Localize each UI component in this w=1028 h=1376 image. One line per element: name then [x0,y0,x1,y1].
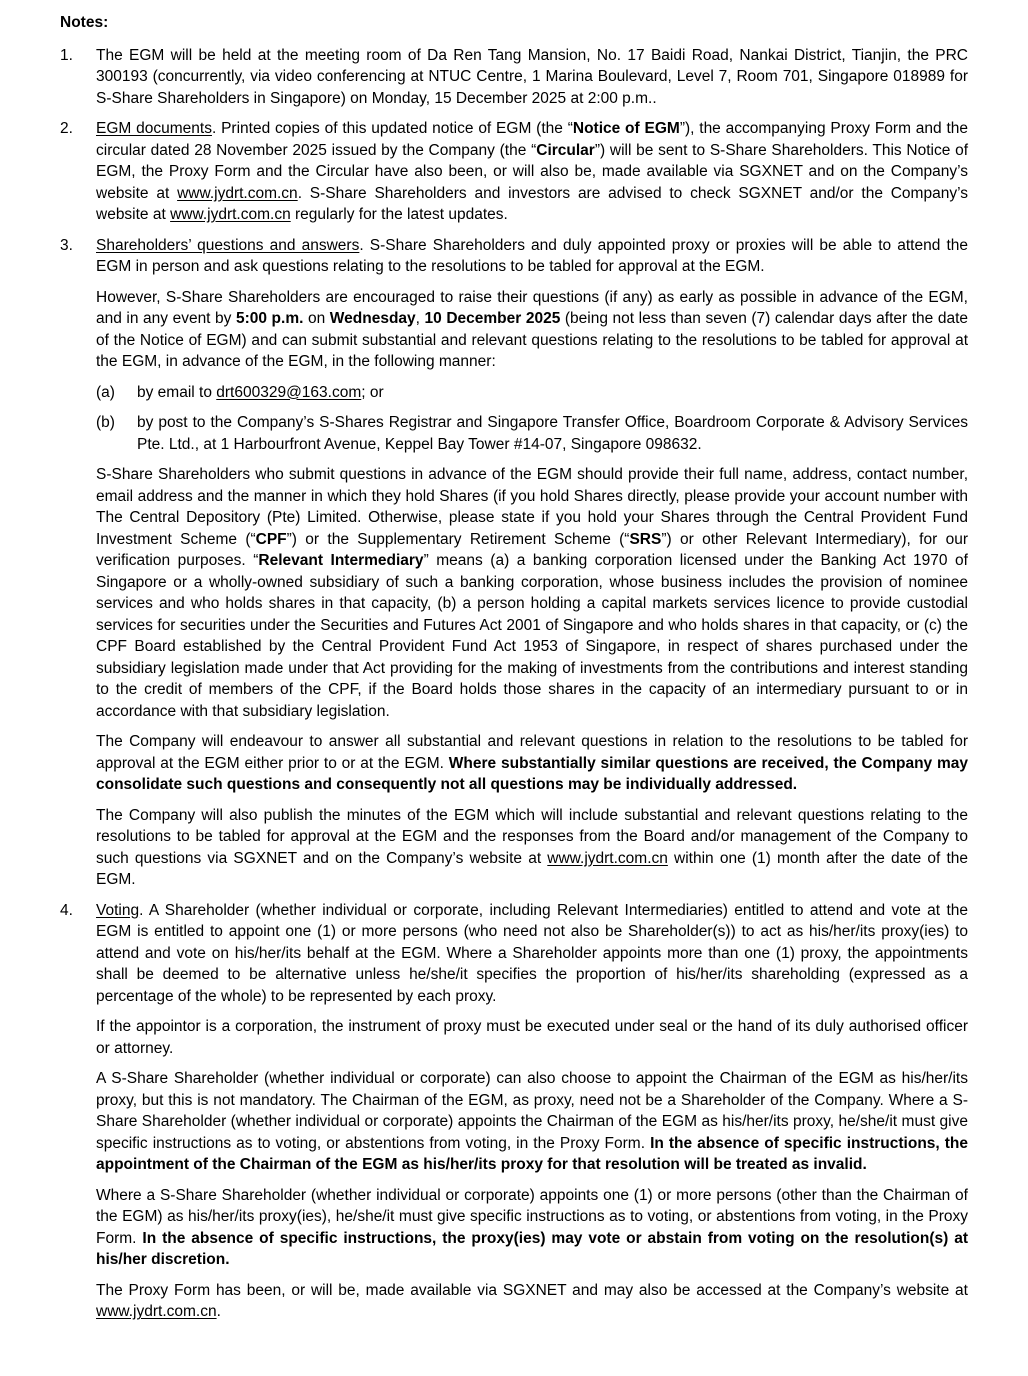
note-subitem [96,382,968,404]
text-segment: . S-Share Shareholders and duly appointed proxy or proxies will be able to attend the EGM in person and ask questions relating to the resolutions to be tabled for approval at the EGM. [96,236,968,275]
subitem-text [137,382,968,404]
note-paragraph [96,805,968,891]
text-segment: ”) or the Supplementary Retirement Scheme (“ [286,530,630,548]
text-segment: The Proxy Form has been, or will be, made available via SGXNET and may also be accessed at the Company’s website at [96,1281,968,1299]
text-segment: . Printed copies of this updated notice of EGM (the “ [211,120,573,137]
text-segment: The EGM will be held at the meeting room of Da Ren Tang Mansion, No. 17 Baidi Road, Nankai District, Tianjin, the PRC 300193 (concurrently, via video conferencing at NTUC Centre, 1 Marina Boulevard, Level 7, Room 701, Singapore 018989 for S-Share Shareholders in Singapore) on Monday, 15 December 2025 at 2:00 p.m.. [96,46,968,107]
text-segment: Shareholders’ questions and answers [96,236,360,254]
text-segment: . [216,1303,221,1320]
text-segment: S-Share Shareholders who submit questions in advance of the EGM should provide their full name, address, contact number, email address and the manner in which they hold Shares (if you hold Shares directly, please provide your account number with The Central Depository (Pte) Limited. Otherwise, please state if you hold your Shares through the Central Provident Fund Investment Scheme (“ [96,466,968,548]
note-paragraph [96,1280,968,1323]
note-paragraph [96,45,968,110]
note-paragraph [96,731,968,796]
text-segment: If the appointor is a corporation, the instrument of proxy must be executed under seal or the hand of its duly authorised officer or attorney. [96,1018,968,1057]
text-segment: , [415,310,425,327]
text-segment: regularly for the latest updates. [290,206,508,223]
text-segment: within one (1) month after the date of the EGM. [96,849,968,888]
note-number: 1. [60,46,73,64]
note-item [60,235,968,900]
note-subitem [96,412,968,455]
text-segment: . A Shareholder (whether individual or corporate, including Relevant Intermediaries) entitled to attend and vote at the EGM is entitled to appoint one (1) or more persons (who need not also be Shareholder(s)) to act as his/her/its proxy(ies) to attend and vote on his/her/its behalf at the EGM. Where a Shareholder appoints more than one (1) proxy, the appointments shall be deemed to be alternative unless he/she/it specifies the proportion of his/her/its shareholding (expressed as a percentage of the whole) to be represented by each proxy. [96,901,968,1005]
url-link[interactable]: www.jydrt.com.cn [547,849,668,867]
subitem-text [137,412,968,455]
text-segment: ”), the accompanying Proxy Form and the circular dated 28 November 2025 issued by the Company (the “ [96,120,969,159]
text-segment: Relevant Intermediary [258,552,424,569]
url-link[interactable]: www.jydrt.com.cn [170,206,291,223]
text-segment: SRS [629,530,662,548]
text-segment: ”) or other Relevant Intermediary), for our verification purposes. “ [96,530,968,569]
note-body [96,118,968,235]
text-segment: by email to [137,383,217,401]
url-link[interactable]: www.jydrt.com.cn [96,1303,217,1320]
text-segment: 10 December 2025 [424,310,561,327]
note-paragraph [96,1016,968,1059]
text-segment: . S-Share Shareholders and investors are advised to check SGXNET and/or the Company’s website at [96,184,968,223]
text-segment: ” means (a) a banking corporation licensed under the Banking Act 1970 of Singapore or a wholly-owned subsidiary of such a banking corporation, whose business includes the provision of nominee services and who holds shares in that capacity, (b) a person holding a capital markets services licence to provide custodial services for securities under the Securities and Futures Act 2001 of Singapore and who holds shares in that capacity, or (c) the CPF Board established by the Central Provident Fund Act 1953 of Singapore, in respect of shares purchased under the subsidiary legislation made under that Act providing for the making of investments from the contributions and interest standing to the credit of members of the CPF, if the Board holds those shares in the capacity of an intermediary pursuant to or in accordance with that subsidiary legislation. [96,552,968,720]
text-segment: Voting [96,901,140,919]
text-segment: Circular [536,141,595,159]
text-segment: In the absence of specific instructions, the proxy(ies) may vote or abstain from voting on the resolution(s) at his/her discretion. [96,1229,969,1268]
text-segment: The Company will endeavour to answer all substantial and relevant questions in relation to the resolutions to be tabled for approval at the EGM either prior to or at the EGM. [96,733,968,772]
note-number: 3. [60,236,73,254]
subitem-label: (a) [96,383,115,401]
subitem-label: (b) [96,414,115,431]
notes-list [60,45,968,1332]
text-segment: In the absence of specific instructions, the appointment of the Chairman of the EGM as his/her/its proxy for that resolution will be treated as invalid. [96,1134,969,1173]
text-segment: The Company will also publish the minutes of the EGM which will include substantial and relevant questions relating to the resolutions to be tabled for approval at the EGM and the responses from the Board and/or management of the Company to such questions via SGXNET and on the Company’s website at [96,806,968,867]
notes-heading: Notes: [60,14,109,31]
text-segment: Where substantially similar questions are received, the Company may consolidate such questions and consequently not all questions may be individually addressed. [96,754,968,793]
note-item [60,45,968,119]
note-body [96,45,968,119]
text-segment: on [303,310,330,327]
url-link[interactable]: www.jydrt.com.cn [177,184,298,202]
text-segment: Wednesday [329,310,416,327]
text-segment: EGM documents [96,120,212,137]
text-segment: (being not less than seven (7) calendar days after the date of the Notice of EGM) and can submit substantial and relevant questions relating to the resolutions to be tabled for approval at the EGM, in advance of the EGM, in the following manner: [96,310,969,370]
text-segment: CPF [255,530,287,548]
text-segment: 5:00 p.m. [235,310,304,327]
note-paragraph [96,1185,968,1271]
note-item [60,118,968,235]
note-paragraph [96,118,968,226]
note-body [96,900,968,1332]
text-segment: Notice of EGM [572,120,680,137]
note-number: 2. [60,120,73,137]
note-paragraph [96,1068,968,1176]
note-item [60,900,968,1332]
text-segment: A S-Share Shareholder (whether individual or corporate) can also choose to appoint the Chairman of the EGM as his/her/its proxy, but this is not mandatory. The Chairman of the EGM, as proxy, need not be a Shareholder of the Company. Where a S-Share Shareholder (whether individual or corporate) appoints the Chairman of the EGM as his/her/its proxy, he/she/it must give specific instructions as to voting, or abstentions from voting, in the Proxy Form. [96,1070,968,1152]
text-segment: Where a S-Share Shareholder (whether individual or corporate) appoints one (1) or more persons (other than the Chairman of the EGM) as his/her/its proxy(ies), he/she/it must give specific instructions as to voting, or abstentions from voting, in the Proxy Form. [96,1186,968,1247]
text-segment: ; or [361,383,384,401]
email-link[interactable]: drt600329@163.com [216,383,362,401]
note-body [96,235,968,900]
note-paragraph [96,235,968,278]
note-paragraph [96,464,968,722]
note-paragraph [96,287,968,373]
text-segment: ”) will be sent to S-Share Shareholders. This Notice of EGM, the Proxy Form and the Circular have also been, or will also be, made available via SGXNET and on the Company’s website at [96,141,968,202]
text-segment: However, S-Share Shareholders are encouraged to raise their questions (if any) as early as possible in advance of the EGM, and in any event by [96,288,968,327]
text-segment: by post to the Company’s S-Shares Registrar and Singapore Transfer Office, Boardroom Corporate & Advisory Services Pte. Ltd., at 1 Harbourfront Avenue, Keppel Bay Tower #14-07, Singapore 098632. [137,414,968,453]
note-paragraph [96,900,968,1008]
note-number: 4. [60,901,73,919]
